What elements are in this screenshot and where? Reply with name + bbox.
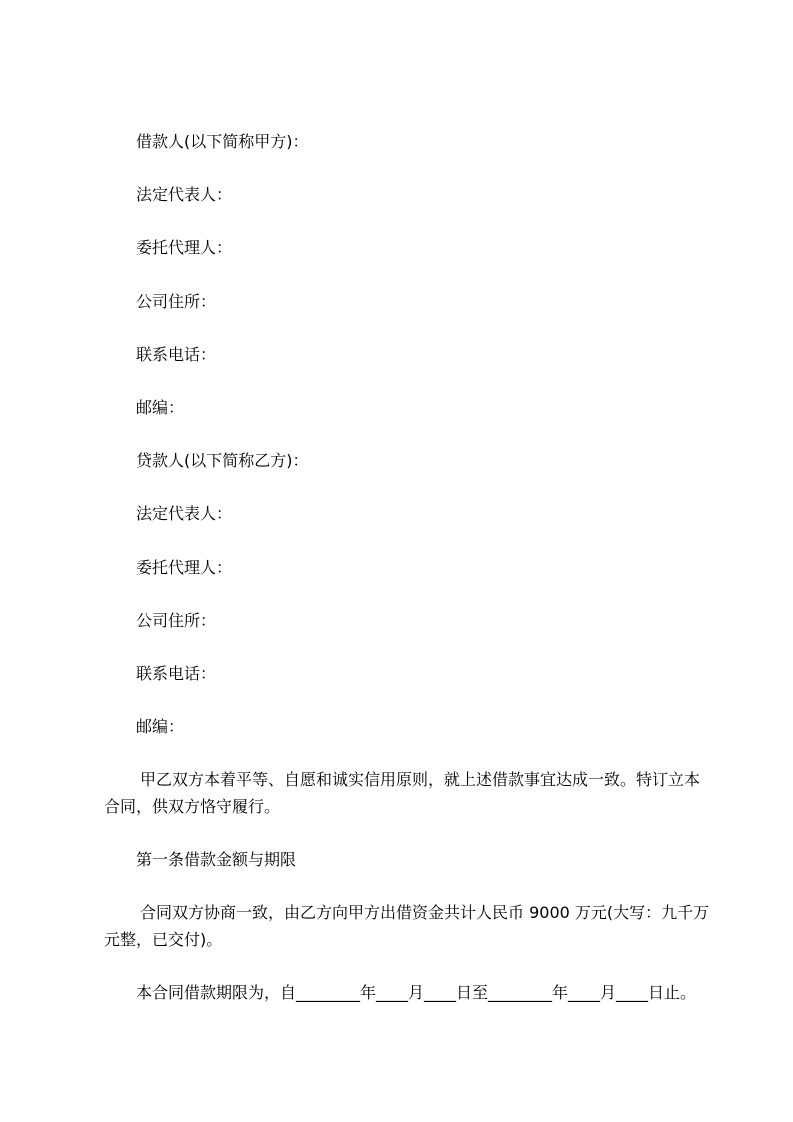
lender-section: [104, 448, 704, 741]
article-1-title: 第一条借款金额与期限: [136, 850, 297, 870]
borrower-postcode-field: 邮编：: [136, 397, 185, 417]
loan-term-paragraph: 本合同借款期限为，自________年____月____日至________年____月____日止。: [136, 983, 697, 1002]
preamble-line-1: 甲乙双方本着平等、自愿和诚实信用原则，就上述借款事宜达成一致。特订立本: [140, 770, 701, 790]
loan-amount-line-2: 元整，已交付)。: [104, 929, 223, 949]
borrower-legal-rep-field: 法定代表人：: [136, 185, 233, 205]
preamble-line-2: 合同，供双方恪守履行。: [104, 796, 281, 816]
borrower-address-field: 公司住所：: [136, 291, 217, 311]
loan-amount-paragraph: [104, 900, 710, 953]
lender-heading: 贷款人(以下简称乙方)：: [136, 451, 309, 471]
loan-amount-line-1: 合同双方协商一致，由乙方向甲方出借资金共计人民币 9000 万元(大写：九千万: [140, 903, 710, 923]
borrower-agent-field: 委托代理人：: [136, 238, 233, 258]
preamble-paragraph: [104, 767, 704, 820]
lender-legal-rep-field: 法定代表人：: [136, 504, 233, 524]
document-body: [104, 129, 710, 1033]
lender-postcode-field: 邮编：: [136, 717, 185, 737]
borrower-section: [104, 129, 704, 422]
lender-agent-field: 委托代理人：: [136, 557, 233, 577]
borrower-heading: 借款人(以下简称甲方)：: [136, 132, 309, 151]
lender-address-field: 公司住所：: [136, 610, 217, 630]
lender-phone-field: 联系电话：: [136, 663, 217, 683]
borrower-phone-field: 联系电话：: [136, 344, 217, 364]
